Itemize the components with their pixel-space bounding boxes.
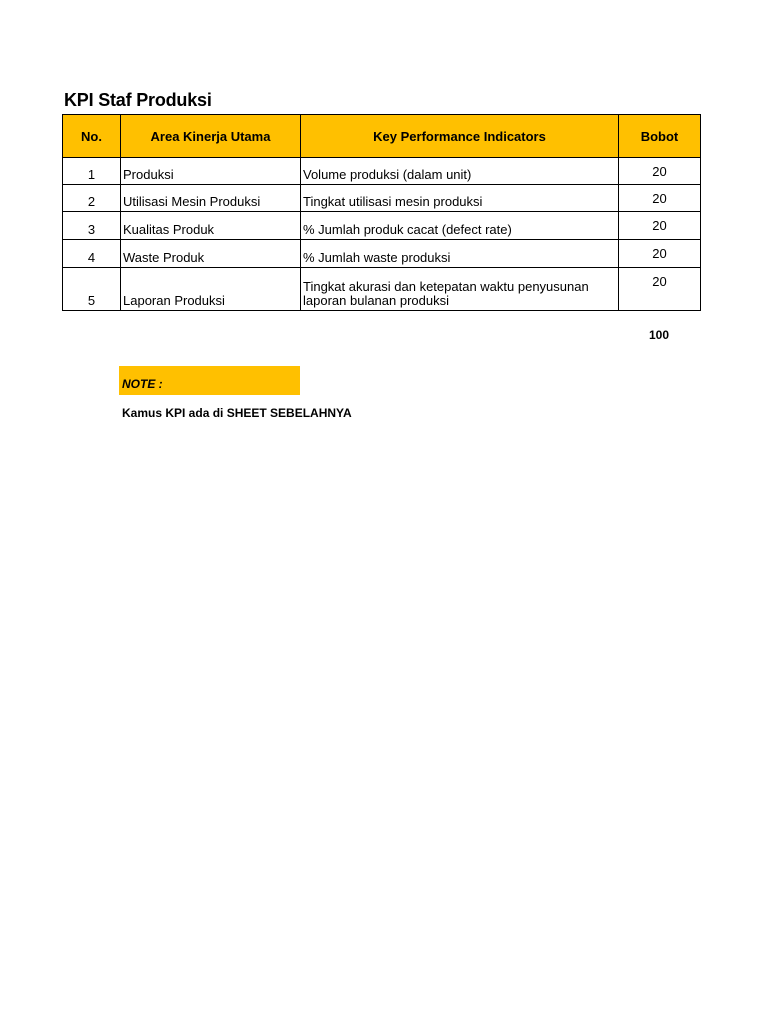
cell-area: Produksi	[121, 158, 301, 185]
cell-bobot: 20	[619, 158, 701, 185]
cell-no: 1	[63, 158, 121, 185]
table-header-row	[63, 115, 701, 158]
cell-area: Waste Produk	[121, 240, 301, 268]
table-row	[63, 158, 701, 185]
cell-area: Kualitas Produk	[121, 212, 301, 240]
cell-no: 3	[63, 212, 121, 240]
cell-kpi: % Jumlah produk cacat (defect rate)	[301, 212, 619, 240]
note-text: Kamus KPI ada di SHEET SEBELAHNYA	[122, 406, 352, 420]
table-row	[63, 185, 701, 212]
cell-area: Utilisasi Mesin Produksi	[121, 185, 301, 212]
kpi-table	[62, 114, 701, 311]
bobot-total: 100	[648, 328, 670, 342]
table-row	[63, 240, 701, 268]
cell-bobot: 20	[619, 212, 701, 240]
header-kpi: Key Performance Indicators	[301, 115, 619, 158]
header-bobot: Bobot	[619, 115, 701, 158]
cell-kpi: Tingkat akurasi dan ketepatan waktu penyusunan laporan bulanan produksi	[301, 268, 619, 311]
cell-bobot: 20	[619, 268, 701, 311]
cell-area: Laporan Produksi	[121, 268, 301, 311]
note-box	[119, 366, 300, 395]
cell-kpi: Tingkat utilisasi mesin produksi	[301, 185, 619, 212]
header-area: Area Kinerja Utama	[121, 115, 301, 158]
cell-bobot: 20	[619, 240, 701, 268]
header-no: No.	[63, 115, 121, 158]
cell-kpi: Volume produksi (dalam unit)	[301, 158, 619, 185]
page-title: KPI Staf Produksi	[64, 90, 212, 110]
table-row	[63, 212, 701, 240]
cell-no: 4	[63, 240, 121, 268]
note-label: NOTE :	[122, 377, 163, 391]
table-row	[63, 268, 701, 311]
cell-no: 2	[63, 185, 121, 212]
cell-bobot: 20	[619, 185, 701, 212]
cell-kpi: % Jumlah waste produksi	[301, 240, 619, 268]
cell-no: 5	[63, 268, 121, 311]
